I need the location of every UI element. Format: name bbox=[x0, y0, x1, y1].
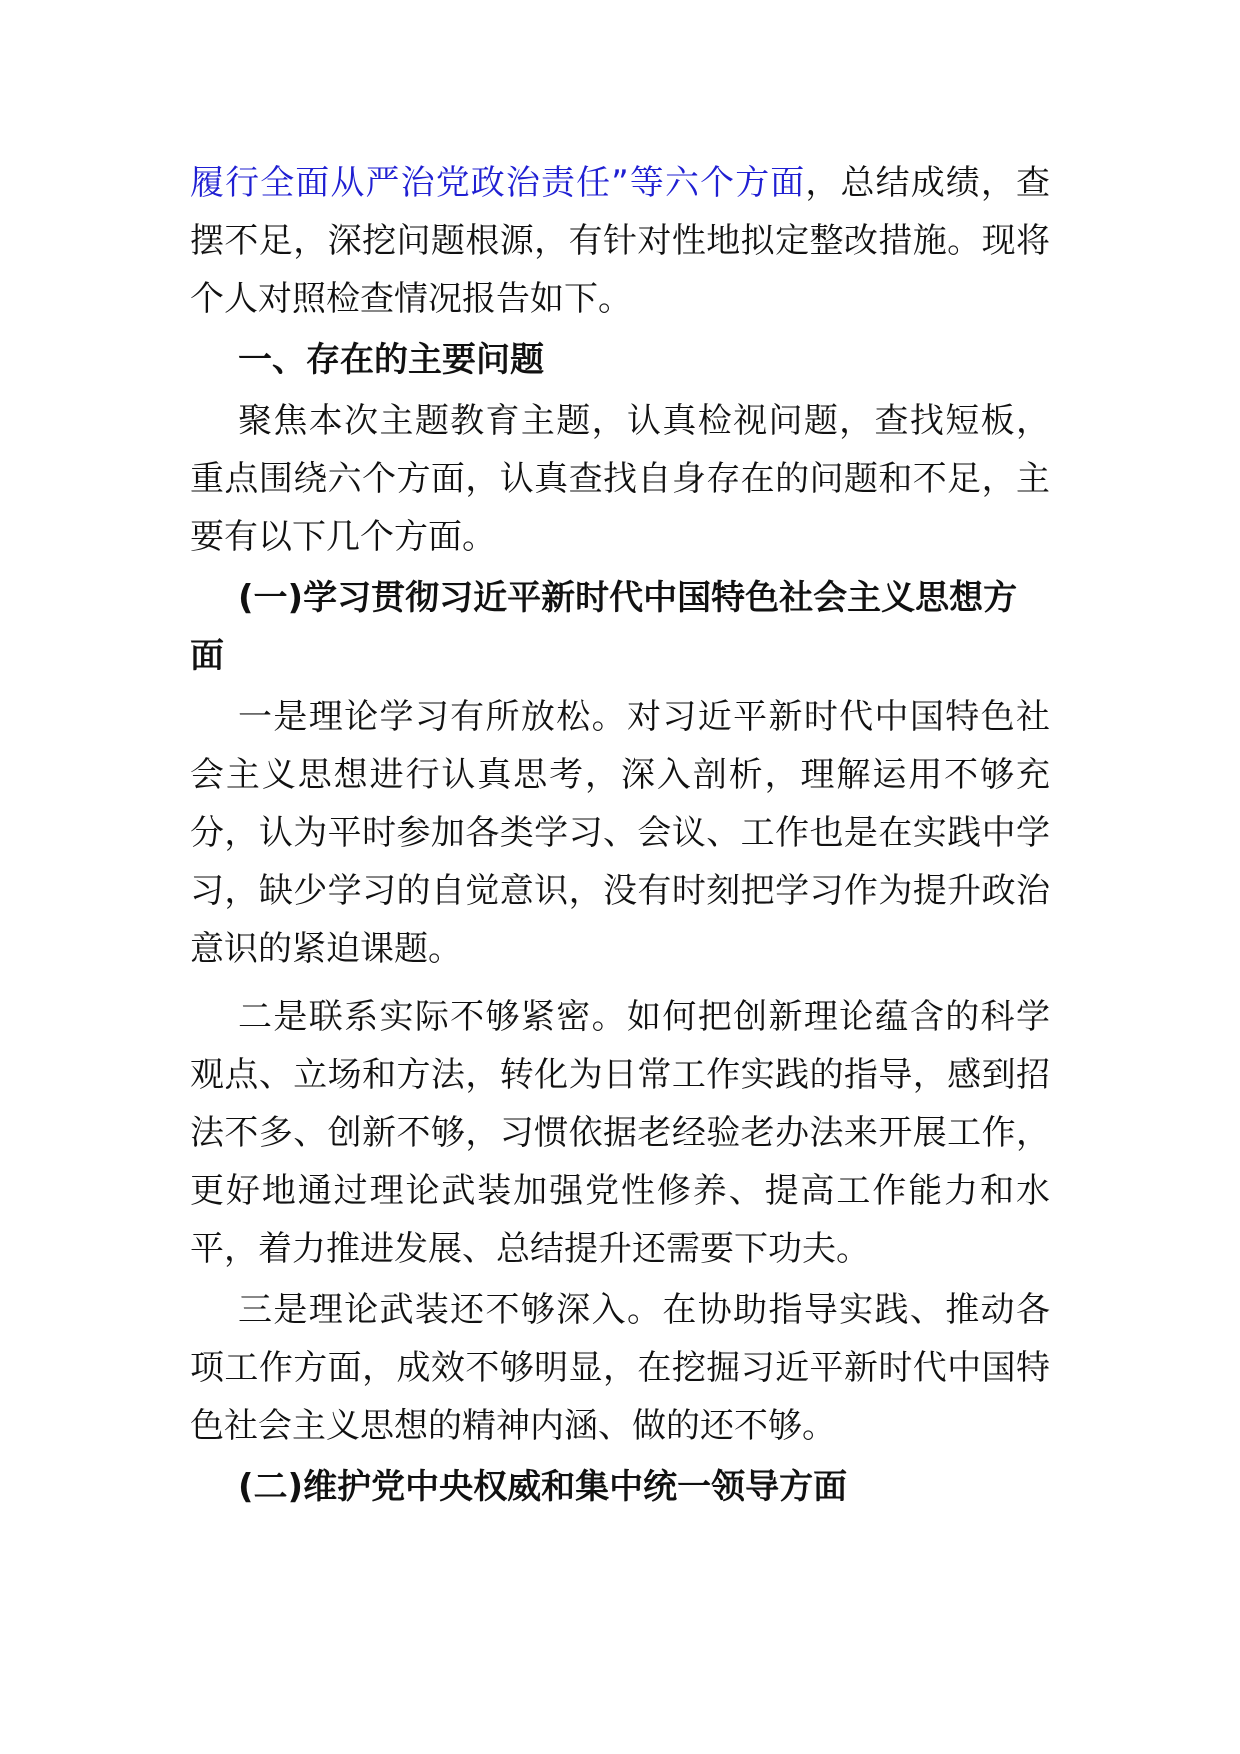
subsection-heading-2: (二)维护党中央权威和集中统一领导方面 bbox=[238, 1467, 848, 1507]
subsection-1-item-2: 二是联系实际不够紧密。如何把创新理论蕴含的科学观点、立场和方法，转化为日常工作实践的指导，感到招法不多、创新不够，习惯依据老经验老办法来开展工作，更好地通过理论武装加强党性修养、提高工作能力和水平，着力推进发展、总结提升还需要下功夫。 bbox=[190, 997, 1050, 1269]
section-intro-paragraph: 聚焦本次主题教育主题，认真检视问题，查找短板，重点围绕六个方面，认真查找自身存在的问题和不足，主要有以下几个方面。 bbox=[190, 401, 1050, 557]
subsection-heading-1: (一)学习贯彻习近平新时代中国特色社会主义思想方面 bbox=[190, 578, 1018, 676]
intro-highlight-text: 履行全面从严治党政治责任”等六个方面 bbox=[190, 163, 806, 203]
section-heading-main-problems: 一、存在的主要问题 bbox=[238, 340, 544, 380]
intro-text: ，总结成绩，查摆不足，深挖问题根源，有针对性地拟定整改措施。现将个人对照检查情况报告如下。 bbox=[190, 163, 1050, 319]
subsection-1-item-1: 一是理论学习有所放松。对习近平新时代中国特色社会主义思想进行认真思考，深入剖析，理解运用不够充分，认为平时参加各类学习、会议、工作也是在实践中学习，缺少学习的自觉意识，没有时刻把学习作为提升政治意识的紧迫课题。 bbox=[190, 697, 1050, 969]
intro-paragraph bbox=[190, 154, 1050, 328]
subsection-1-item-3: 三是理论武装还不够深入。在协助指导实践、推动各项工作方面，成效不够明显，在挖掘习近平新时代中国特色社会主义思想的精神内涵、做的还不够。 bbox=[190, 1290, 1050, 1446]
document-body bbox=[190, 154, 1050, 1516]
